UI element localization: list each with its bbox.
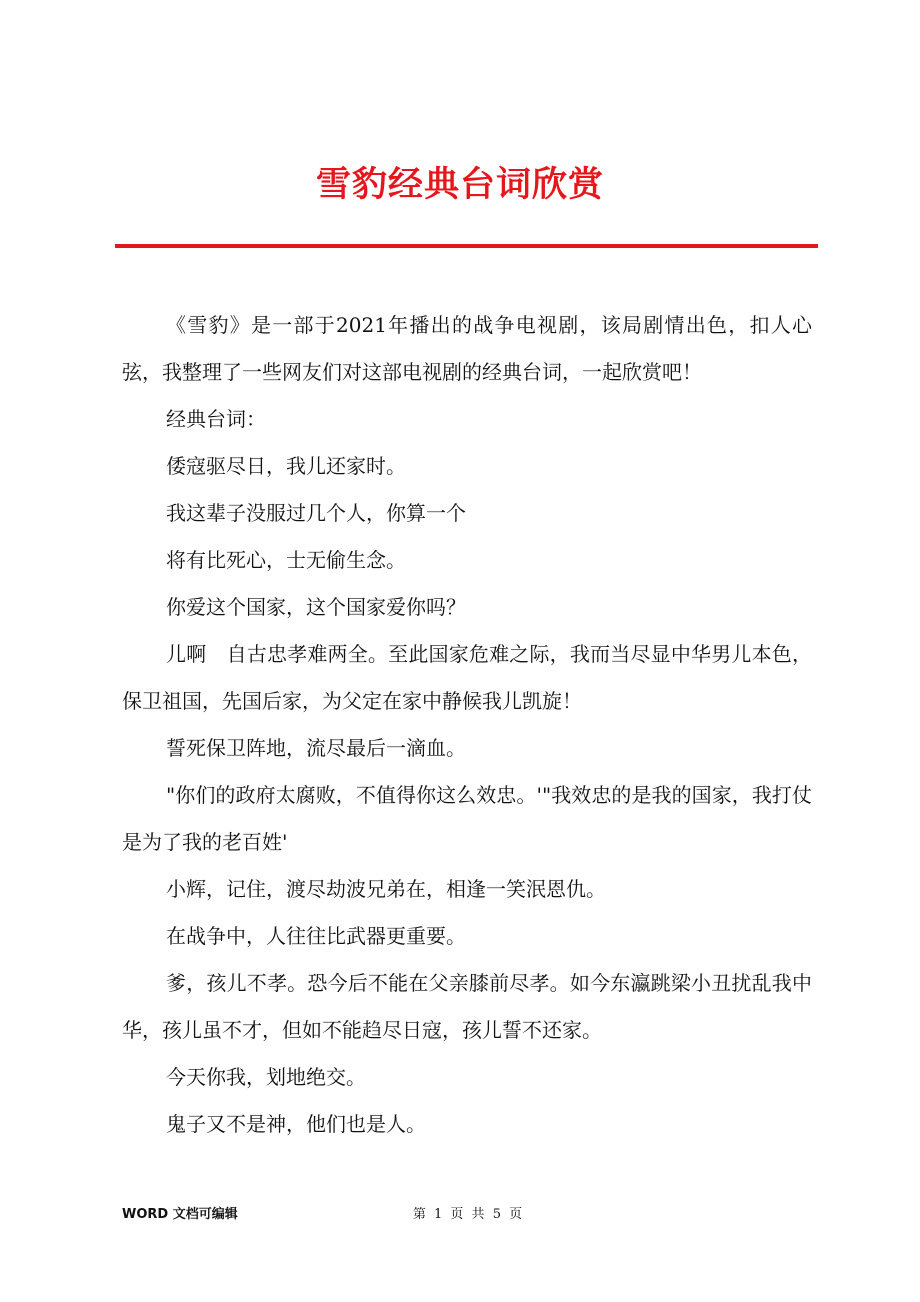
document-title: 雪豹经典台词欣赏 [315,164,604,205]
paragraph: 倭寇驱尽日，我儿还家时。 [166,454,406,478]
paragraph: 《雪豹》是一部于2021年播出的战争电视剧，该局剧情出色，扣人心弦，我整理了一些网友们对这部电视剧的经典台词，一起欣赏吧！ [122,313,812,384]
paragraph: 经典台词： [166,407,266,431]
footer-editable-label: WORD 文档可编辑 [122,1207,238,1222]
paragraph: 今天你我，划地绝交。 [166,1065,366,1089]
paragraph: 儿啊 自古忠孝难两全。至此国家危难之际，我而当尽显中华男儿本色，保卫祖国，先国后家，为父定在家中静候我儿凯旋！ [122,642,812,713]
title-divider [115,244,818,248]
paragraph: "你们的政府太腐败，不值得你这么效忠。'"我效忠的是我的国家，我打仗是为了我的老百姓' [122,783,812,854]
paragraph: 爹，孩儿不孝。恐今后不能在父亲膝前尽孝。如今东瀛跳梁小丑扰乱我中华，孩儿虽不才，但如不能趋尽日寇，孩儿誓不还家。 [122,971,812,1042]
paragraph: 将有比死心，士无偷生念。 [166,548,406,572]
paragraph: 你爱这个国家，这个国家爱你吗？ [166,595,466,619]
paragraph: 在战争中，人往往比武器更重要。 [166,924,466,948]
document-body [122,302,812,1148]
paragraph: 誓死保卫阵地，流尽最后一滴血。 [166,736,466,760]
footer-page-number: 第 1 页 共 5 页 [412,1207,523,1222]
paragraph: 鬼子又不是神，他们也是人。 [166,1112,426,1136]
paragraph: 小辉，记住，渡尽劫波兄弟在，相逢一笑泯恩仇。 [166,877,606,901]
paragraph: 我这辈子没服过几个人，你算一个 [166,501,466,525]
